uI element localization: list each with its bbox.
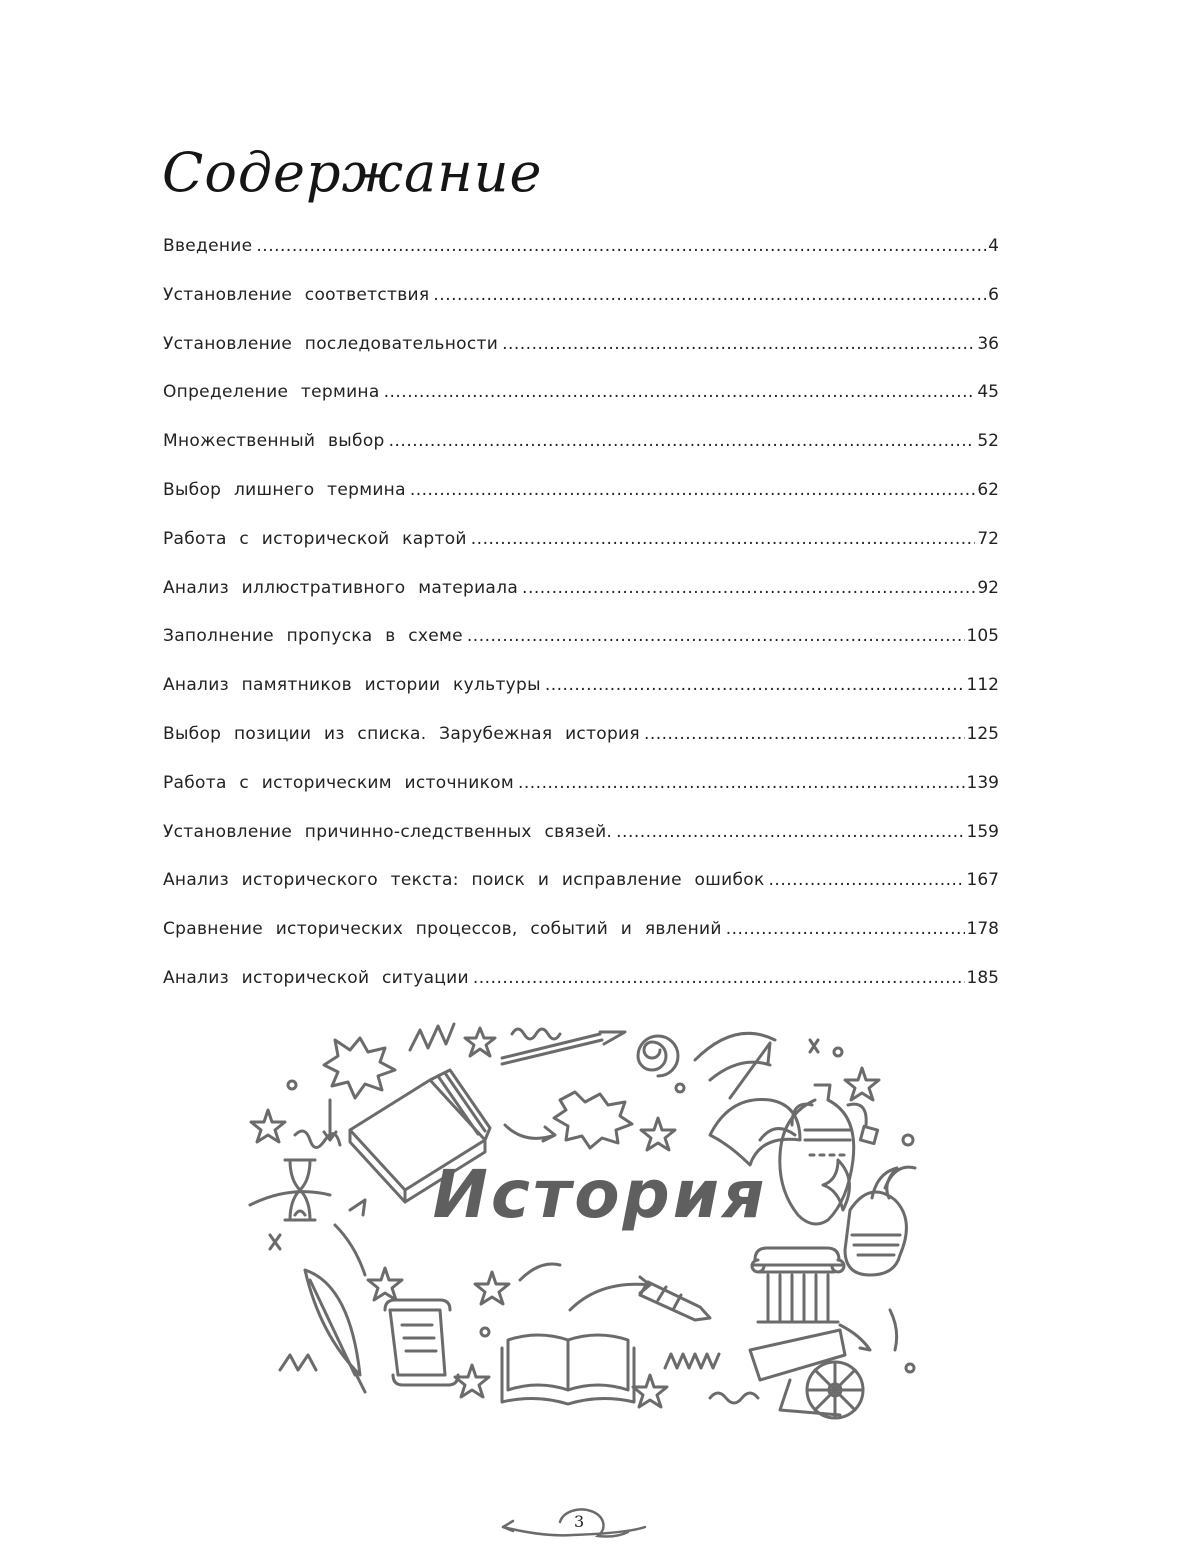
toc-entry-label: Выбор позиции из списка. Зарубежная история xyxy=(163,723,640,744)
toc-leader-dots xyxy=(644,710,965,759)
toc-leader-dots xyxy=(726,905,965,954)
toc-entry-page: 92 xyxy=(977,577,999,598)
toc-entry[interactable] xyxy=(163,222,999,271)
pencil-icon xyxy=(640,1282,710,1320)
toc-entry[interactable] xyxy=(163,759,999,808)
history-doodle-illustration xyxy=(240,1010,960,1430)
star-icon xyxy=(641,1118,675,1150)
toc-entry-page: 62 xyxy=(977,479,999,500)
cannon-icon xyxy=(750,1330,863,1418)
star-icon xyxy=(845,1068,879,1100)
toc-entry[interactable] xyxy=(163,612,999,661)
toc-entry-label: Установление соответствия xyxy=(163,284,430,305)
toc-entry-page: 178 xyxy=(966,919,999,940)
spiral-icon xyxy=(638,1036,678,1076)
star-icon xyxy=(633,1375,667,1407)
toc-entry-page: 185 xyxy=(966,967,999,988)
toc-leader-dots xyxy=(467,612,965,661)
toc-entry-label: Работа с исторической картой xyxy=(163,528,467,549)
speech-burst-icon xyxy=(554,1092,632,1148)
toc-entry-label: Анализ памятников истории культуры xyxy=(163,675,541,696)
star-icon xyxy=(475,1272,509,1304)
toc-entry-label: Заполнение пропуска в схеме xyxy=(163,626,463,647)
toc-leader-dots xyxy=(545,661,965,710)
arrow-icon xyxy=(570,1277,650,1310)
toc-entry-page: 4 xyxy=(988,236,999,256)
toc-entry-label: Анализ исторического текста: поиск и исправление ошибок xyxy=(163,870,765,891)
toc-entry-page: 36 xyxy=(977,333,999,354)
speech-burst-icon xyxy=(324,1038,395,1098)
toc-entry-page: 52 xyxy=(977,431,999,452)
toc-entry-page: 125 xyxy=(966,723,999,744)
toc-leader-dots xyxy=(502,320,975,369)
toc-entry[interactable] xyxy=(163,515,999,564)
toc-entry[interactable] xyxy=(163,905,999,954)
toc-entry-page: 159 xyxy=(966,821,999,842)
toc-entry[interactable] xyxy=(163,954,999,1003)
circle-dot-icon xyxy=(903,1135,913,1145)
toc-leader-dots xyxy=(518,759,965,808)
toc-leader-dots xyxy=(384,368,976,417)
toc-entry-page: 72 xyxy=(977,528,999,549)
toc-entry-page: 167 xyxy=(966,870,999,891)
toc-entry-label: Введение xyxy=(163,236,253,256)
page-number-badge xyxy=(500,1500,650,1550)
toc-entry[interactable] xyxy=(163,661,999,710)
star-icon xyxy=(455,1365,489,1397)
toc-leader-dots xyxy=(616,808,964,857)
toc-leader-dots xyxy=(473,954,965,1003)
toc-entry-label: Определение термина xyxy=(163,382,380,403)
arrow-icon xyxy=(505,1125,555,1141)
toc-entry-label: Анализ иллюстративного материала xyxy=(163,577,519,598)
ionic-column-icon xyxy=(752,1248,844,1322)
toc-entry[interactable] xyxy=(163,417,999,466)
toc-entry-page: 139 xyxy=(966,772,999,793)
toc-entry-label: Установление последовательности xyxy=(163,333,499,354)
toc-entry[interactable] xyxy=(163,856,999,905)
table-of-contents xyxy=(163,222,999,1003)
illustration-title: История xyxy=(432,1156,768,1233)
toc-leader-dots xyxy=(410,466,976,515)
toc-entry-label: Выбор лишнего термина xyxy=(163,479,406,500)
toc-entry-label: Множественный выбор xyxy=(163,431,385,452)
star-icon xyxy=(465,1028,495,1056)
toc-entry-page: 105 xyxy=(966,626,999,647)
quill-feather-icon xyxy=(305,1270,365,1392)
scroll-icon xyxy=(385,1300,458,1385)
star-icon xyxy=(368,1268,402,1300)
toc-entry-page: 112 xyxy=(966,675,999,696)
toc-entry[interactable] xyxy=(163,320,999,369)
toc-entry-label: Работа с историческим источником xyxy=(163,772,514,793)
squiggle-icon xyxy=(512,1029,560,1039)
open-book-icon xyxy=(502,1335,634,1404)
toc-entry[interactable] xyxy=(163,271,999,320)
toc-leader-dots xyxy=(433,271,986,320)
toc-entry[interactable] xyxy=(163,710,999,759)
square-icon xyxy=(860,1126,877,1143)
spear-icon xyxy=(502,1032,625,1064)
toc-leader-dots xyxy=(769,856,965,905)
toc-entry[interactable] xyxy=(163,466,999,515)
toc-entry[interactable] xyxy=(163,808,999,857)
page-title: Содержание xyxy=(162,141,543,204)
toc-entry[interactable] xyxy=(163,564,999,613)
zigzag-icon xyxy=(410,1024,454,1050)
toc-leader-dots xyxy=(256,222,986,271)
toc-entry-label: Установление причинно-следственных связей. xyxy=(163,821,613,842)
toc-leader-dots xyxy=(471,515,976,564)
toc-entry-label: Сравнение исторических процессов, событий и явлений xyxy=(163,919,722,940)
page-number: 3 xyxy=(574,1512,585,1531)
toc-entry-label: Анализ исторической ситуации xyxy=(163,967,469,988)
x-mark-icon xyxy=(810,1040,818,1052)
toc-entry-page: 6 xyxy=(988,284,999,305)
star-icon xyxy=(251,1110,285,1142)
zigzag-icon xyxy=(280,1355,316,1370)
swoosh-icon xyxy=(695,1033,775,1060)
toc-entry[interactable] xyxy=(163,368,999,417)
toc-leader-dots xyxy=(522,564,975,613)
toc-entry-page: 45 xyxy=(977,382,999,403)
toc-leader-dots xyxy=(389,417,976,466)
